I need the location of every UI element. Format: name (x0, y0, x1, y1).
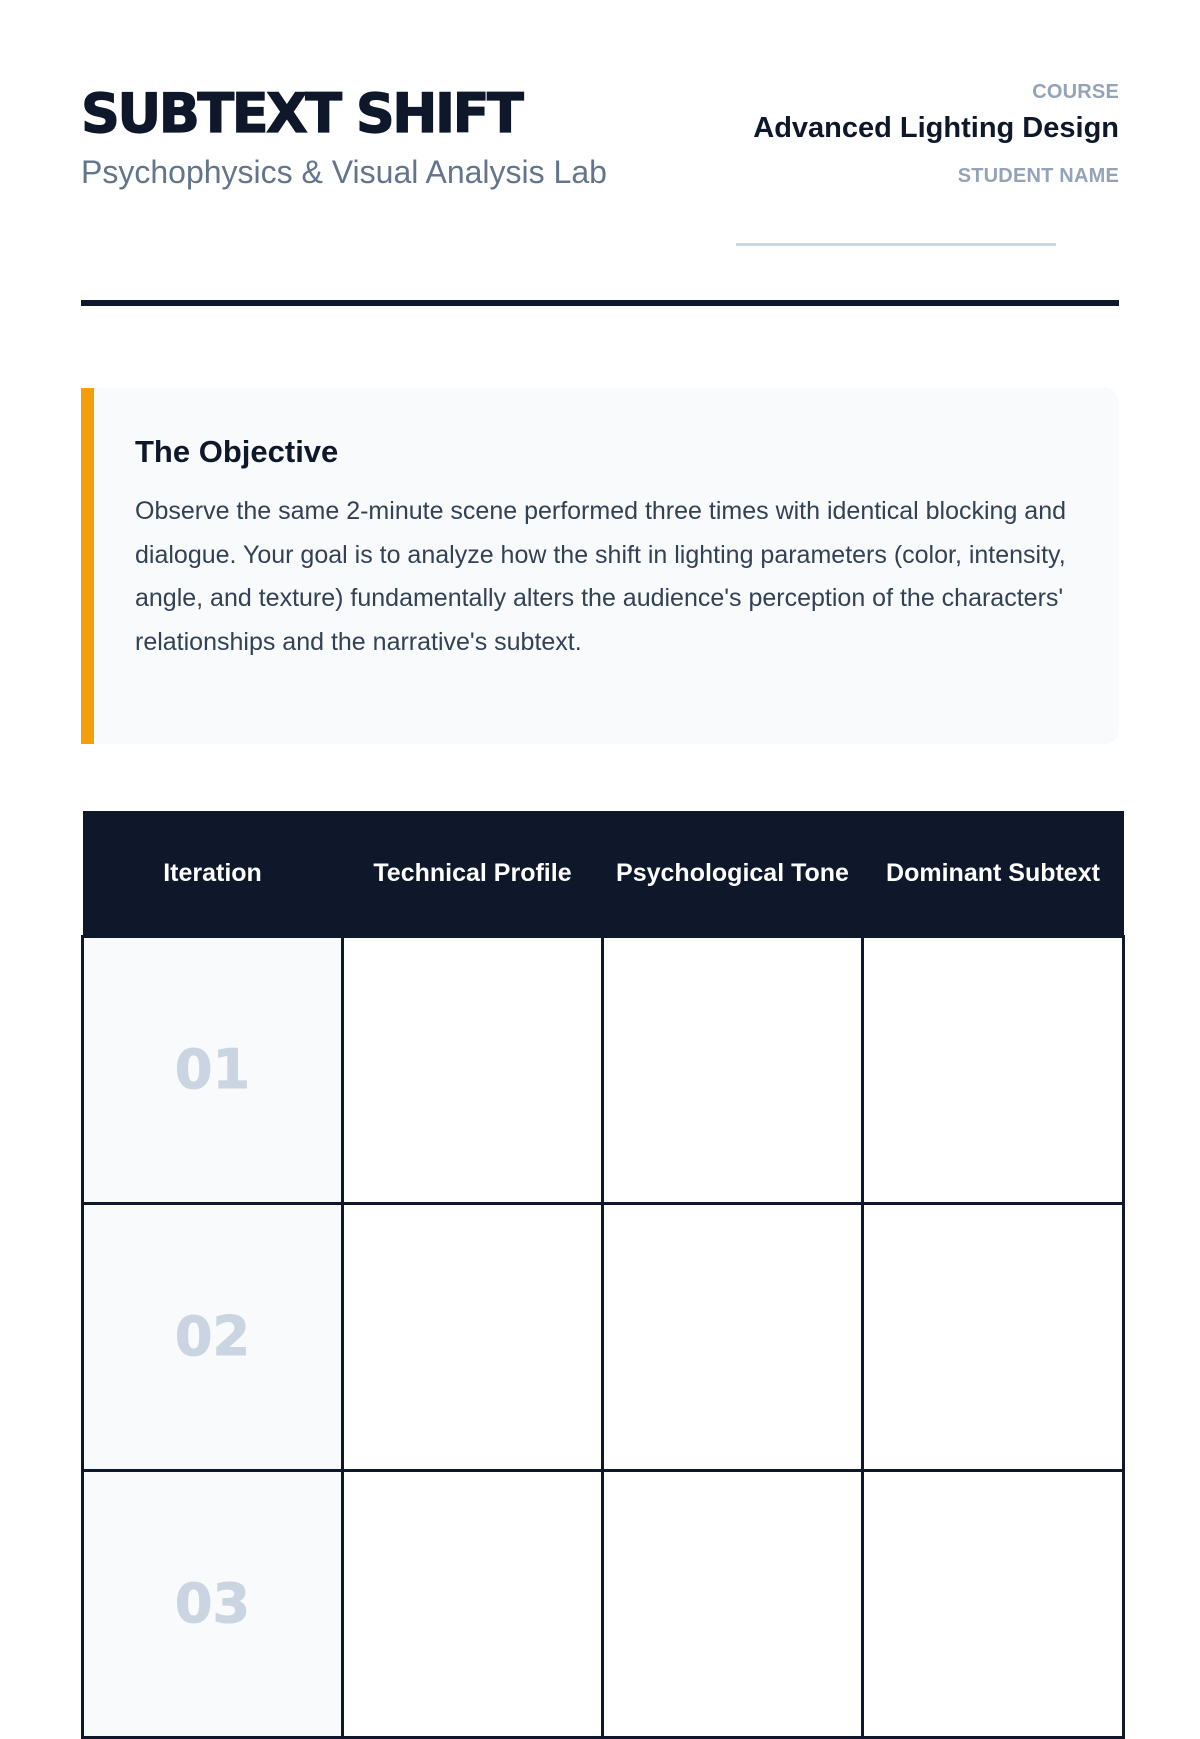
course-value: Advanced Lighting Design (753, 112, 1119, 144)
column-header-psychological-tone: Psychological Tone (603, 811, 863, 936)
technical-profile-cell[interactable] (343, 1203, 603, 1470)
iteration-cell (83, 1470, 343, 1737)
column-header-dominant-subtext: Dominant Subtext (863, 811, 1124, 936)
table-row (83, 1470, 1124, 1737)
technical-profile-cell[interactable] (343, 1470, 603, 1737)
page-title: SUBTEXT SHIFT (81, 82, 522, 145)
psychological-tone-cell[interactable] (603, 936, 863, 1203)
table-row (83, 1203, 1124, 1470)
dominant-subtext-cell[interactable] (863, 1470, 1124, 1737)
iteration-number: 03 (174, 1572, 251, 1635)
student-name-field[interactable] (736, 243, 1056, 246)
dominant-subtext-cell[interactable] (863, 1203, 1124, 1470)
page-header (81, 0, 1119, 306)
objective-panel (81, 388, 1119, 744)
table-row (83, 936, 1124, 1203)
course-label: COURSE (1032, 81, 1119, 103)
objective-title: The Objective (135, 434, 339, 469)
dominant-subtext-cell[interactable] (863, 936, 1124, 1203)
iteration-cell (83, 1203, 343, 1470)
column-header-iteration: Iteration (83, 811, 343, 936)
student-name-label: STUDENT NAME (957, 165, 1119, 187)
analysis-table (81, 811, 1125, 1739)
psychological-tone-cell[interactable] (603, 1203, 863, 1470)
objective-body: Observe the same 2-minute scene performed three times with identical blocking and dialogue. Your goal is to analyze how the shift in lighting parameters (color, intensity, angle, and texture) fundamentally alters the audience's perception of the characters' relationships and the narrative's subtext. (135, 497, 1067, 656)
course-meta (719, 78, 1119, 190)
psychological-tone-cell[interactable] (603, 1470, 863, 1737)
iteration-cell (83, 936, 343, 1203)
iteration-number: 02 (174, 1305, 251, 1368)
table-header-row (83, 811, 1124, 936)
page-subtitle: Psychophysics & Visual Analysis Lab (81, 154, 607, 190)
header-divider (81, 300, 1119, 306)
objective-accent-bar (81, 388, 94, 744)
column-header-technical-profile: Technical Profile (343, 811, 603, 936)
iteration-number: 01 (174, 1038, 251, 1101)
technical-profile-cell[interactable] (343, 936, 603, 1203)
